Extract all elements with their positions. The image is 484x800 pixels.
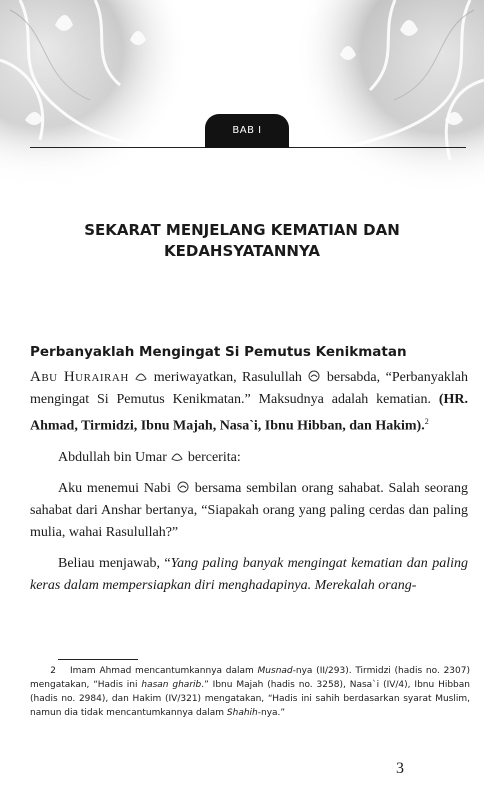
footnote-text: Imam Ahmad mencantumkannya dalam <box>70 666 258 676</box>
hadith-reference: (HR. Ahmad, Tirmidzi, Ibnu Majah, Nasa`i, Ibnu Hibban, dan Hakim). <box>30 392 468 434</box>
paragraph-1 <box>30 366 468 438</box>
footnote-text: .” Ibnu Majah (hadis no. 3258), Nasa`i (IV/4), Ibnu Hibban (hadis no. 2984), dan Hakim (IV/321) mengatakan, “Hadis ini sahih berdasarkan syarat Muslim, namun dia tidak mencantumkannya dalam <box>30 680 470 718</box>
body-text <box>30 366 468 606</box>
footnote-text: hasan gharib <box>141 680 202 690</box>
paragraph-3 <box>30 478 468 544</box>
honorific-icon <box>176 481 190 493</box>
paragraph-2-text-a: Abdullah bin Umar <box>58 449 167 465</box>
paragraph-3-text-b: bersama sembilan orang sahabat. Salah seorang sahabat dari Anshar bertanya, “Siapakah orang yang paling cerdas dan paling mulia, wahai Rasulullah?” <box>30 480 469 540</box>
chapter-title-line1: SEKARAT MENJELANG KEMATIAN DAN <box>84 221 400 239</box>
paragraph-2 <box>30 447 468 469</box>
honorific-icon <box>134 370 148 382</box>
footnote-marker: 2 <box>424 417 429 426</box>
paragraph-1-text-a: meriwayatkan, Rasulullah <box>153 370 302 385</box>
paragraph-1-text-b: bersabda, “Perbanyaklah mengingat Si Pemutus Kenikmatan.” Maksudnya adalah kematian. <box>30 370 469 407</box>
footnote-text: Musnad <box>257 666 293 676</box>
paragraph-4-quote: Yang paling banyak mengingat kematian dan paling keras dalam mempersiapkan diri menghadapinya. Merekalah orang- <box>30 555 468 593</box>
chapter-title <box>40 220 444 262</box>
footnote-text: -nya (II/293). Tirmidzi (hadis no. 2307) mengatakan, “Hadis ini <box>30 666 470 690</box>
footnote-number: 2 <box>50 666 56 676</box>
chapter-label: BAB I <box>205 114 289 148</box>
chapter-title-line2: KEDAHSYATANNYA <box>164 242 320 260</box>
paragraph-4-text-a: Beliau menjawab, “ <box>58 555 171 571</box>
footnote-text: Shahih <box>226 708 258 718</box>
floral-header-ornament <box>0 0 484 220</box>
page-number: 3 <box>396 760 404 777</box>
paragraph-2-text-b: bercerita: <box>187 449 241 465</box>
paragraph-3-text-a: Aku menemui Nabi <box>58 480 172 496</box>
footnote-text: -nya.” <box>257 708 286 718</box>
narrator-name: Abu Hurairah <box>30 369 129 385</box>
footnote <box>30 664 470 720</box>
honorific-icon <box>307 370 321 382</box>
footnote-rule <box>58 659 138 660</box>
section-heading: Perbanyaklah Mengingat Si Pemutus Kenikmatan <box>30 344 407 360</box>
honorific-icon <box>170 450 184 462</box>
paragraph-4 <box>30 553 468 597</box>
